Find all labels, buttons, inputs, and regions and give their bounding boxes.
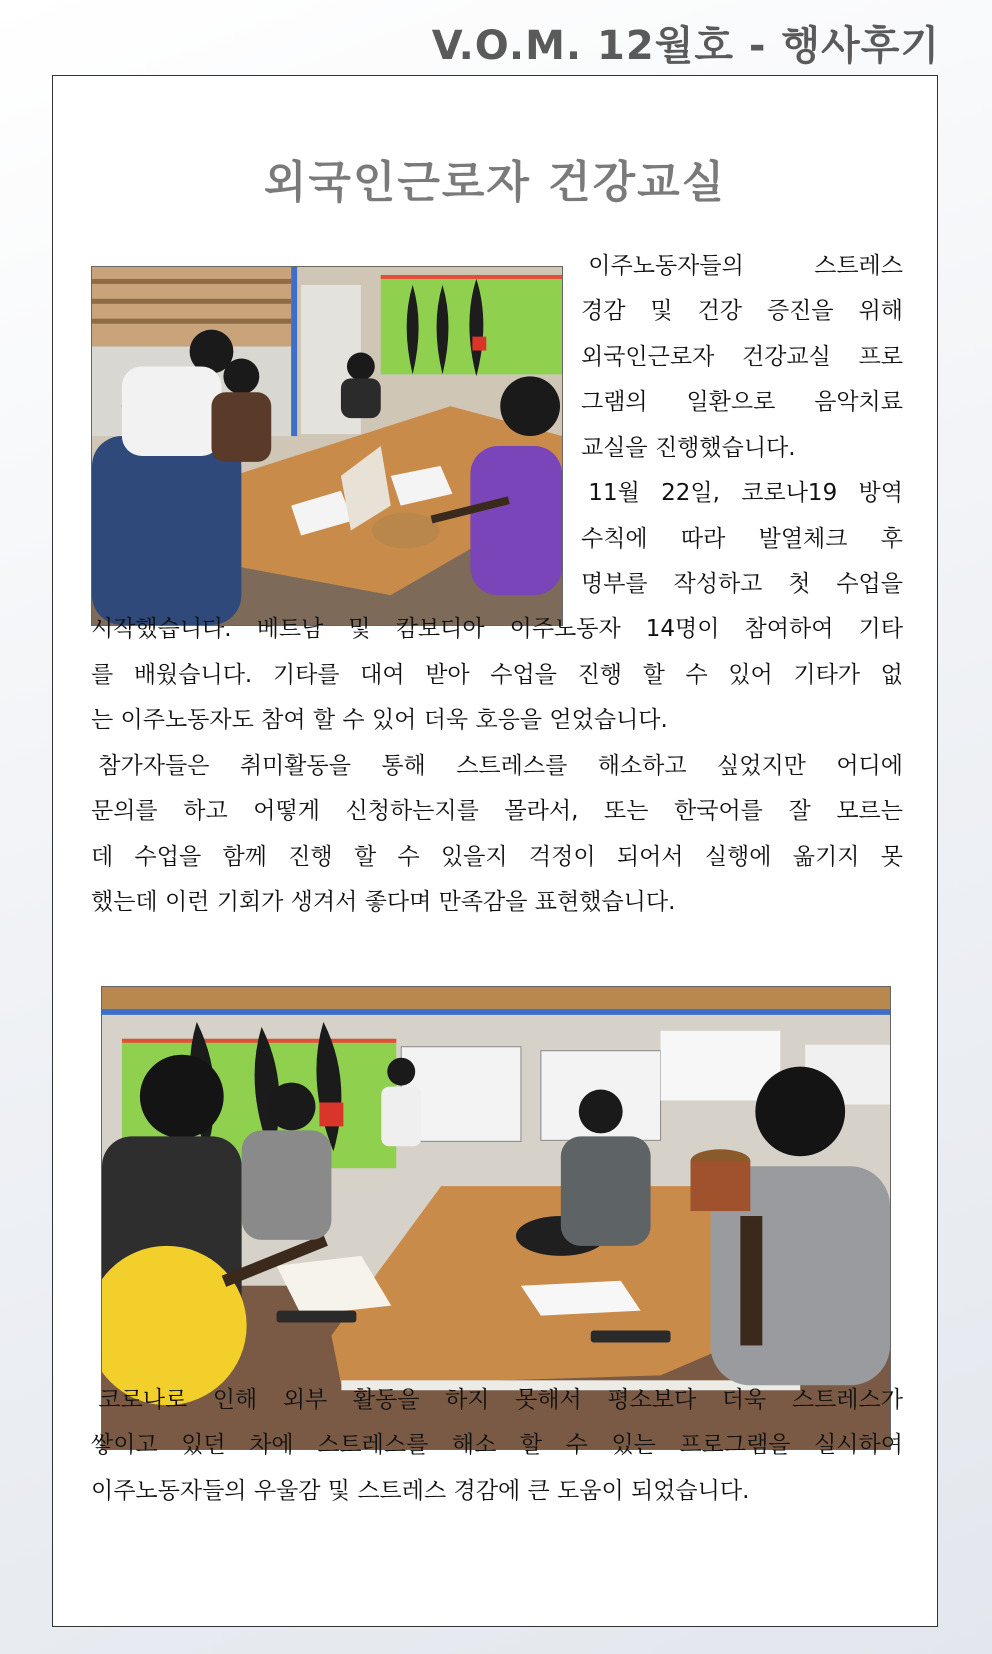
article-word: 수칙에 (581, 526, 648, 552)
article-word: 있는 (611, 1432, 656, 1458)
article-line (581, 568, 903, 600)
article-word: 를 (91, 662, 114, 688)
article-word: 활동을 (352, 1387, 420, 1413)
article-word: 기타 (858, 616, 903, 642)
article-word: 건강교실 (742, 344, 831, 370)
article-word: 진행 (577, 662, 622, 688)
article-line (91, 795, 903, 827)
article-word: 되어서 (616, 844, 684, 870)
article-line (581, 386, 903, 418)
article-line (91, 841, 903, 873)
article-word: 평소보다 (607, 1387, 697, 1413)
article-word: 시작했습니다. (91, 616, 232, 642)
article-word: 실시하여 (814, 1432, 903, 1458)
article-line: 교실을 진행했습니다. (581, 435, 796, 461)
article-word: 차에 (249, 1432, 294, 1458)
article-word: 받아 (425, 662, 470, 688)
article-word: 모르는 (836, 798, 903, 824)
article-word: 캄보디아 (395, 616, 485, 642)
article-word: 또는 (604, 798, 649, 824)
article-line (91, 659, 903, 691)
article-word: 어떻게 (253, 798, 320, 824)
article-line (91, 613, 903, 645)
article-word: 실행에 (704, 844, 772, 870)
article-word: 못 (880, 844, 903, 870)
article-word: 한국어를 (674, 798, 763, 824)
article-frame (52, 75, 938, 1627)
article-word: 걱정이 (528, 844, 596, 870)
article-word: 수 (397, 844, 420, 870)
article-word: 하고 (183, 798, 228, 824)
article-word: 프로 (858, 344, 903, 370)
article-word: 11월 (581, 480, 640, 506)
article-word: 일환으로 (686, 389, 776, 415)
article-word: 대여 (360, 662, 405, 688)
article-word: 따라 (680, 526, 726, 552)
article-line: 했는데 이런 기회가 생겨서 좋다며 만족감을 표현했습니다. (91, 889, 676, 915)
article-word: 14명이 (645, 616, 720, 642)
article-word: 스트레스가 (791, 1387, 903, 1413)
article-word: 이주노동자들의 (581, 253, 744, 279)
article-word: 할 (519, 1432, 543, 1458)
article-word: 22일, (661, 480, 720, 506)
article-word: 스트레스 (814, 253, 903, 279)
article-word: 없 (880, 662, 903, 688)
article-word: 해소 (451, 1432, 497, 1458)
article-word: 경감 (581, 298, 626, 324)
article-word: 더욱 (721, 1387, 767, 1413)
article-word: 외부 (282, 1387, 328, 1413)
article-word: 할 (642, 662, 665, 688)
article-line (581, 523, 903, 555)
article-word: 프로그램을 (679, 1432, 791, 1458)
article-word: 취미활동을 (239, 753, 351, 779)
article-word: 방역 (858, 480, 903, 506)
article-line (581, 477, 903, 509)
article-word: 그램의 (581, 389, 648, 415)
article-word: 함께 (222, 844, 267, 870)
article-word: 작성하고 (673, 571, 763, 597)
article-word: 인해 (212, 1387, 258, 1413)
article-word: 신청하는지를 (345, 798, 479, 824)
article-word: 진행 (288, 844, 333, 870)
article-word: 문의를 (91, 798, 158, 824)
article-word: 기타가 (793, 662, 861, 688)
article-word: 후 (880, 526, 903, 552)
article-line (581, 295, 903, 327)
article-word: 배웠습니다. (133, 662, 253, 688)
article-word: 해소하고 (597, 753, 687, 779)
article-word: 음악치료 (814, 389, 903, 415)
article-word: 있어 (728, 662, 773, 688)
article-word: 위해 (858, 298, 903, 324)
article-word: 및 (348, 616, 371, 642)
article-title: 외국인근로자 건강교실 (263, 157, 727, 208)
article-line: 는 이주노동자도 참여 할 수 있어 더욱 호응을 얻었습니다. (91, 707, 668, 733)
article-word: 스트레스를 (317, 1432, 429, 1458)
article-word: 참가자들은 (91, 753, 210, 779)
article-word: 스트레스를 (456, 753, 568, 779)
article-word: 코로나로 (91, 1387, 188, 1413)
article-line (581, 250, 903, 282)
article-word: 수업을 (836, 571, 903, 597)
article-word: 외국인근로자 (581, 344, 715, 370)
article-word: 있을지 (440, 844, 508, 870)
article-word: 통해 (381, 753, 426, 779)
article-word: 있던 (181, 1432, 226, 1458)
article-line (91, 1429, 903, 1461)
article-word: 건강 (697, 298, 742, 324)
article-word: 할 (353, 844, 377, 870)
article-line (91, 750, 903, 782)
guitar-class-photo-2 (101, 986, 891, 1450)
article-word: 참여하여 (744, 616, 834, 642)
article-word: 수업을 (490, 662, 557, 688)
article-word: 발열체크 (758, 526, 848, 552)
article-word: 수 (565, 1432, 588, 1458)
article-word: 싶었지만 (717, 753, 806, 779)
article-line: 이주노동자들의 우울감 및 스트레스 경감에 큰 도움이 되었습니다. (91, 1478, 750, 1504)
article-word: 수 (685, 662, 708, 688)
newsletter-header-title: V.O.M. 12월호 - 행사후기 (431, 23, 940, 69)
article-word: 및 (650, 298, 673, 324)
article-line (91, 1384, 903, 1416)
article-word: 하지 (445, 1387, 490, 1413)
article-word: 증진을 (766, 298, 834, 324)
article-word: 어디에 (836, 753, 903, 779)
article-word: 수업을 (134, 844, 202, 870)
article-word: 옮기지 (792, 844, 860, 870)
article-word: 명부를 (581, 571, 648, 597)
article-word: 쌓이고 (91, 1432, 158, 1458)
article-line (581, 341, 903, 373)
article-word: 코로나19 (741, 480, 838, 506)
article-word: 기타를 (272, 662, 340, 688)
article-word: 몰라서, (504, 798, 579, 824)
article-word: 데 (91, 844, 114, 870)
article-word: 못해서 (515, 1387, 582, 1413)
guitar-class-photo-1 (91, 266, 563, 626)
article-word: 이주노동자 (509, 616, 621, 642)
article-word: 잘 (788, 798, 811, 824)
article-word: 첫 (788, 571, 811, 597)
article-word: 베트남 (256, 616, 324, 642)
